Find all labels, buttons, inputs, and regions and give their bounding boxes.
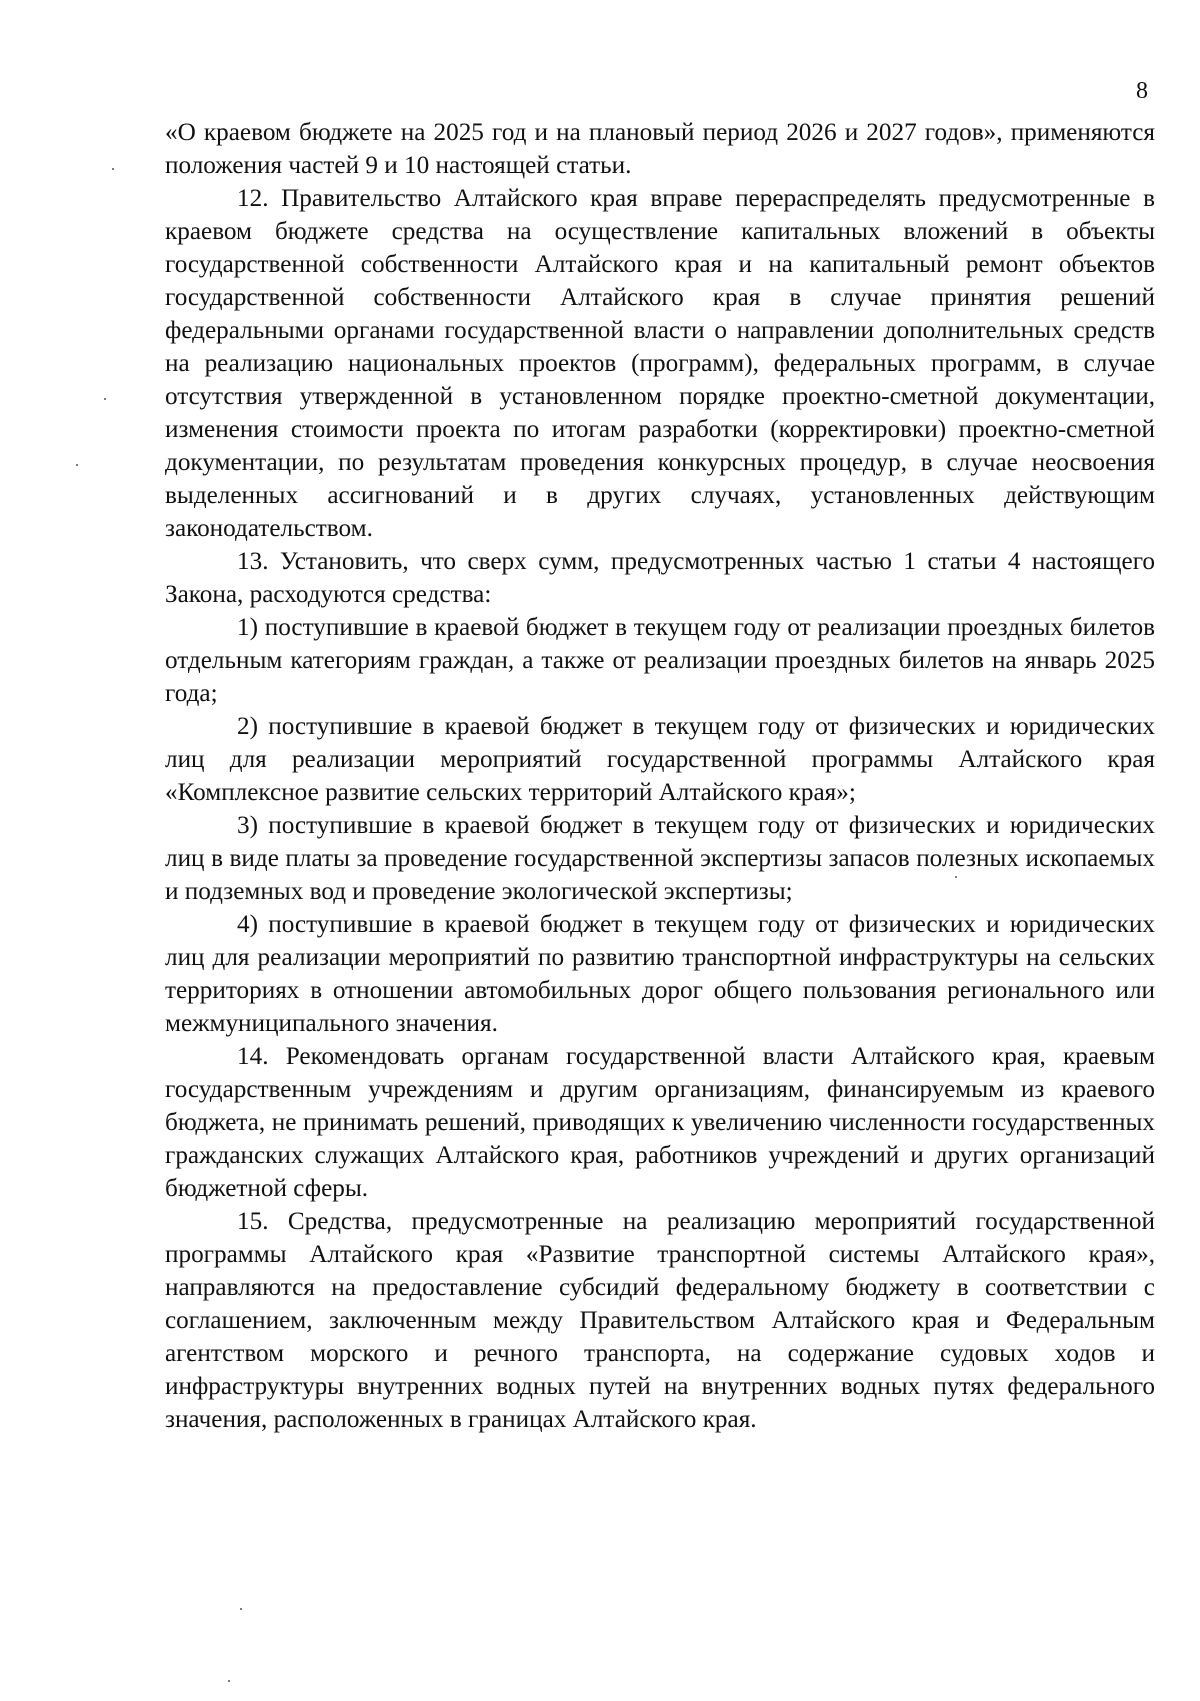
page-number: 8	[1136, 78, 1148, 104]
subitem-4: 4) поступившие в краевой бюджет в текущем году от физических и юридических лиц для реализации мероприятий по развитию транспортной инфраструктуры на сельских территориях в отношении автомобильных дорог общего пользования регионального или межмуниципального значения.	[165, 911, 1155, 1037]
paragraph-continuation: «О краевом бюджете на 2025 год и на плановый период 2026 и 2027 годов», применяются положения частей 9 и 10 настоящей статьи.	[165, 119, 1155, 179]
scan-speck	[104, 398, 106, 400]
scan-speck	[240, 1608, 242, 1610]
subitem-3: 3) поступившие в краевой бюджет в текущем году от физических и юридических лиц в виде платы за проведение государственной экспертизы запасов полезных ископаемых и подземных вод и проведение экологической экспертизы;	[165, 812, 1155, 905]
scan-speck	[228, 1680, 230, 1682]
document-body	[165, 116, 1155, 1436]
scan-speck	[955, 876, 957, 878]
scan-speck	[76, 464, 78, 466]
paragraph-item-13: 13. Установить, что сверх сумм, предусмотренных частью 1 статьи 4 настоящего Закона, расходуются средства:	[165, 548, 1155, 608]
paragraph-item-15: 15. Средства, предусмотренные на реализацию мероприятий государственной программы Алтайского края «Развитие транспортной системы Алтайского края», направляются на предоставление субсидий федеральному бюджету в соответствии с соглашением, заключенным между Правительством Алтайского края и Федеральным агентством морского и речного транспорта, на содержание судовых ходов и инфраструктуры внутренних водных путей на внутренних водных путях федерального значения, расположенных в границах Алтайского края.	[165, 1208, 1155, 1433]
scan-speck	[112, 168, 114, 170]
subitem-1: 1) поступившие в краевой бюджет в текущем году от реализации проездных билетов отдельным категориям граждан, а также от реализации проездных билетов на январь 2025 года;	[165, 614, 1155, 707]
paragraph-item-12: 12. Правительство Алтайского края вправе перераспределять предусмотренные в краевом бюджете средства на осуществление капитальных вложений в объекты государственной собственности Алтайского края и на капитальный ремонт объектов государственной собственности Алтайского края в случае принятия решений федеральными органами государственной власти о направлении дополнительных средств на реализацию национальных проектов (программ), федеральных программ, в случае отсутствия утвержденной в установленном порядке проектно-сметной документации, изменения стоимости проекта по итогам разработки (корректировки) проектно-сметной документации, по результатам проведения конкурсных процедур, в случае неосвоения выделенных ассигнований и в других случаях, установленных действующим законодательством.	[165, 185, 1155, 542]
subitem-2: 2) поступившие в краевой бюджет в текущем году от физических и юридических лиц для реализации мероприятий государственной программы Алтайского края «Комплексное развитие сельских территорий Алтайского края»;	[165, 713, 1155, 806]
paragraph-item-14: 14. Рекомендовать органам государственной власти Алтайского края, краевым государственным учреждениям и другим организациям, финансируемым из краевого бюджета, не принимать решений, приводящих к увеличению численности государственных гражданских служащих Алтайского края, работников учреждений и других организаций бюджетной сферы.	[165, 1043, 1155, 1202]
